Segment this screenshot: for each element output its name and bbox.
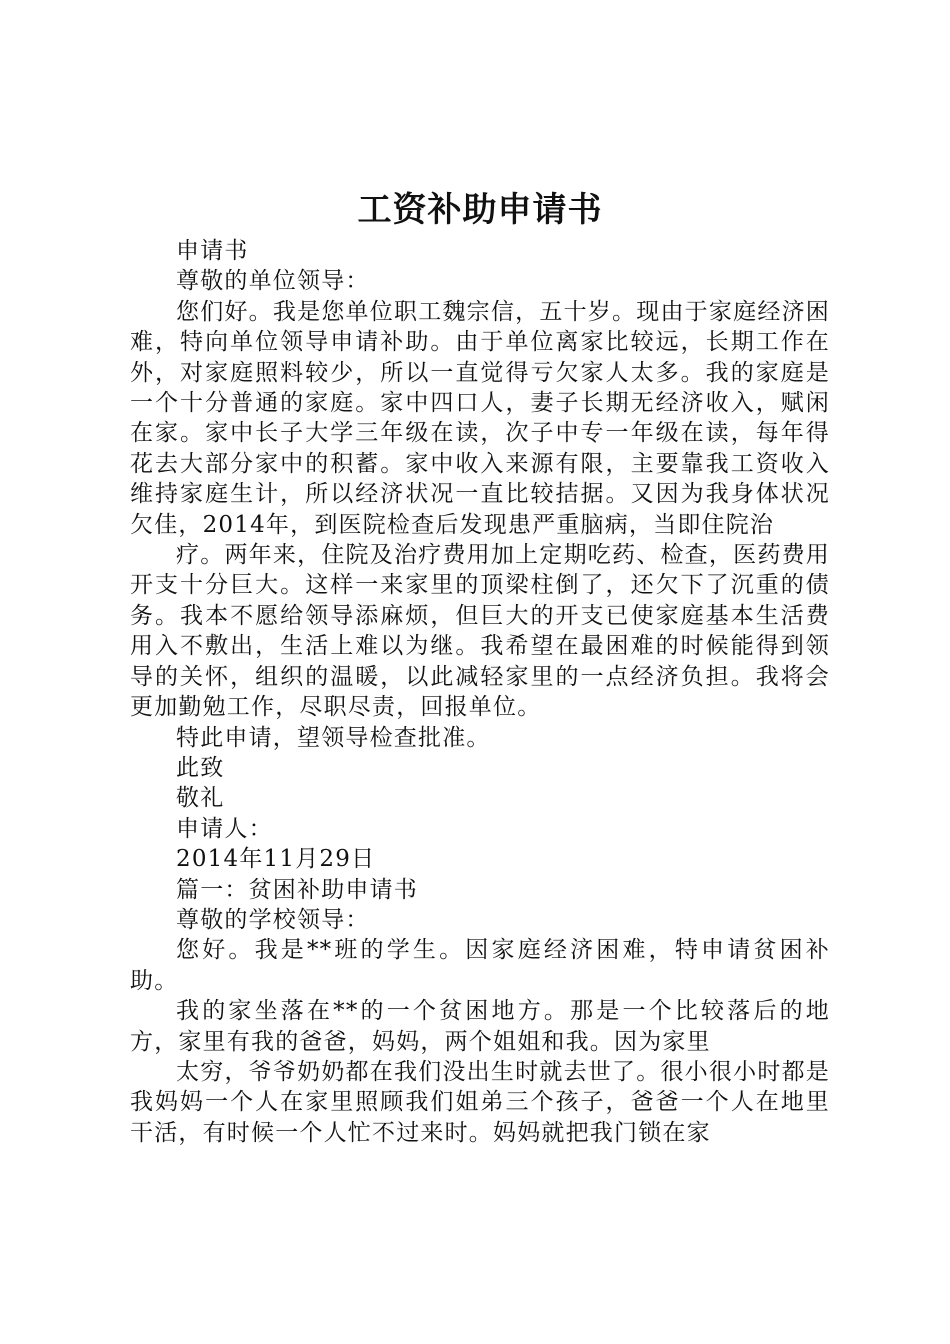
paragraph: 您们好。我是您单位职工魏宗信，五十岁。现由于家庭经济困难，特向单位领导申请补助。由于单位离家比较远，长期工作在外，对家庭照料较少，所以一直觉得亏欠家人太多。我的家庭是一个十分普通的家庭。家中四口人，妻子长期无经济收入，赋闲在家。家中长子大学三年级在读，次子中专一年级在读，每年得花去大部分家中的积蓄。家中收入来源有限，主要靠我工资收入维持家庭生计，所以经济状况一直比较拮据。又因为我身体状况欠佳，2014年，到医院检查后发现患严重脑病，当即住院治 xyxy=(130,298,830,538)
date-line: 2014年11月29日 xyxy=(176,846,376,873)
salutation: 尊敬的单位领导： xyxy=(176,268,370,295)
paragraph: 您好。我是**班的学生。因家庭经济困难，特申请贫困补助。 xyxy=(130,937,830,994)
paragraph: 疗。两年来，住院及治疗费用加上定期吃药、检查，医药费用开支十分巨大。这样一来家里的顶梁柱倒了，还欠下了沉重的债务。我本不愿给领导添麻烦，但巨大的开支已使家庭基本生活费用入不敷出，生活上难以为继。我希望在最困难的时候能得到领导的关怀，组织的温暖，以此减轻家里的一点经济负担。我将会更加勤勉工作，尽职尽责，回报单位。 xyxy=(130,542,830,721)
closing-line: 此致 xyxy=(176,754,225,781)
document-title: 工资补助申请书 xyxy=(357,190,603,230)
paragraph: 特此申请，望领导检查批准。 xyxy=(176,724,491,751)
closing-line: 敬礼 xyxy=(176,785,225,812)
paragraph: 我的家坐落在**的一个贫困地方。那是一个比较落后的地方，家里有我的爸爸，妈妈，两个姐姐和我。因为家里 xyxy=(130,998,830,1055)
document-body xyxy=(130,236,830,1148)
section-heading: 篇一：贫困补助申请书 xyxy=(176,876,418,903)
paragraph: 太穷，爷爷奶奶都在我们没出生时就去世了。很小很小时都是我妈妈一个人在家里照顾我们姐弟三个孩子，爸爸一个人在地里干活，有时候一个人忙不过来时。妈妈就把我门锁在家 xyxy=(130,1058,830,1146)
salutation: 尊敬的学校领导： xyxy=(176,906,370,933)
paragraph-heading: 申请书 xyxy=(176,238,249,264)
applicant-line: 申请人： xyxy=(176,815,273,842)
document-page xyxy=(130,188,830,1148)
